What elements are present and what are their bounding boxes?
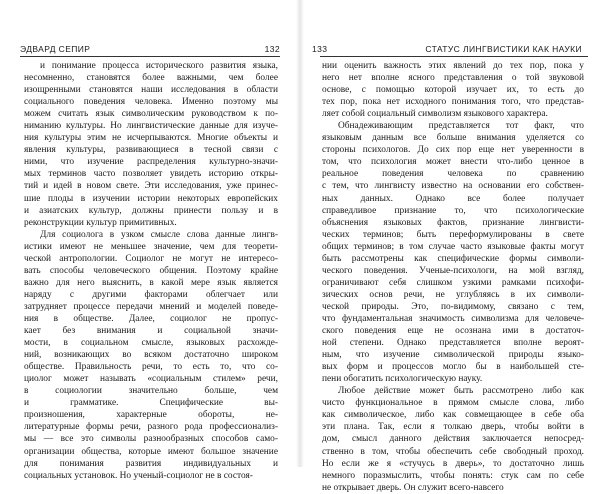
text-line: литературные формы речи, разного рода профессионализ- <box>24 422 278 433</box>
text-line: ственно в том, чтобы обеспечить себе свободный проход. <box>322 446 584 457</box>
text-line: общих терминов; в том случае часто языковые факты могут <box>322 241 584 252</box>
text-line: шие плоды в изучении истории некоторых европейских <box>24 193 278 204</box>
text-line: наряду с другими факторами облегчает или <box>24 289 278 300</box>
text-line: ниманию культуры. Но лингвистические данные для изуче- <box>24 121 278 132</box>
text-line: ным, что изучение символической природы языко- <box>322 350 584 361</box>
text-line: и понимание процесса исторического развития языка, <box>40 61 278 71</box>
text-line: социальных установок. Но ученый-социолог не в состоя- <box>24 470 253 481</box>
text-line: немного поразмыслить, чтобы понять: стук сам по себе <box>322 470 584 481</box>
text-line: ния в обществе. Далее, социолог не пропус- <box>24 313 278 324</box>
text-line: социального поведения человека. Именно поэтому мы <box>24 97 278 108</box>
left-page-body <box>24 60 278 482</box>
text-line: стороны психологов. До сих пор еще нет уверенности в <box>322 145 584 156</box>
text-line: Но если же я «стучусь в дверь», то достаточно лишь <box>322 458 584 469</box>
running-head-author: ЭДВАРД СЕПИР <box>20 44 91 54</box>
text-line: ского поведения еще не осознана ими в достаточ- <box>322 326 584 337</box>
text-line: дом, смысл данного действия заключается непосред- <box>322 434 584 445</box>
text-line: основе, с помощью которой изучает их, то есть до <box>322 85 584 96</box>
text-line: и грамматике. Специфические вы- <box>24 398 278 409</box>
text-line: мы — все это символы разнообразных способов само- <box>24 434 278 445</box>
text-line: ними, что изучение распределения культурно-значи- <box>24 157 278 168</box>
text-line: истики имеют не меньшее значение, чем для теорети- <box>24 241 278 252</box>
text-line: зических основ речи, не углубляясь в их символи- <box>322 289 584 300</box>
text-line: справедливое признание то, что психологические <box>322 205 584 216</box>
text-line: него нет вполне ясного представления о той звуковой <box>322 73 584 84</box>
text-line: объяснения языковых фактов, признание лингвисти- <box>322 217 584 228</box>
text-line: обществе. Правильность речи, то есть то, что со- <box>24 362 278 373</box>
text-line: ных данных. Однако все более получает <box>322 193 584 204</box>
text-line: изощренными становятся наши исследования в области <box>24 85 278 96</box>
text-line: пени обогатить психологическую науку. <box>322 374 483 385</box>
page-number-right: 133 <box>312 44 328 54</box>
left-page <box>0 0 300 481</box>
text-line: мости, в социальном смысле, языковых расхожде- <box>24 338 278 349</box>
text-line: ной степени. Однако представляется вполне вероят- <box>322 338 584 349</box>
text-line: ния культуры этим не исчерпываются. Многие объекты и <box>24 133 278 144</box>
text-line: ческого поведения. Ученые-психологи, на мой взгляд, <box>322 265 584 276</box>
text-line: Обнадеживающим представляется тот факт, что <box>338 121 584 132</box>
page-number-left: 132 <box>264 44 280 54</box>
text-line: быть рассмотрены как специфические формы символи- <box>322 253 584 264</box>
text-line: с тем, что лингвисту известно на основании его собствен- <box>322 181 584 192</box>
text-line: тий и идей в новом свете. Эти исследования, уже принес- <box>24 181 278 192</box>
text-line: ляет собой социальный символизм языкового характера. <box>322 109 548 120</box>
text-line: реконструкции культур примитивных. <box>24 217 177 228</box>
text-line: кает без внимания и социальной значи- <box>24 326 278 337</box>
text-line: ческих терминов; быть переформулированы в свете <box>322 229 584 240</box>
text-line: вых форм и процессов могло бы в наибольшей сте- <box>322 362 584 373</box>
text-line: явления культуры, развивающиеся в тесной связи с <box>24 145 278 156</box>
text-line: эти плана. Так, если я толкаю дверь, чтобы войти в <box>322 422 584 433</box>
header-rule-left <box>20 56 280 57</box>
text-line: ческой антропологии. Социолог не могут не интересо- <box>24 253 278 264</box>
text-line: циолог может называть «социальным стилем» речи, <box>24 374 278 385</box>
text-line: несомненно, становятся более важными, чем более <box>24 73 278 84</box>
text-line: произношения, характерные обороты, не- <box>24 410 278 421</box>
text-line: ческой природы. Это, по-видимому, связано с тем, <box>322 301 584 312</box>
text-line: что фундаментальная значимость символизма для человече- <box>322 313 584 324</box>
text-line: в социологии значительно больше, чем <box>24 386 278 397</box>
running-head-title: СТАТУС ЛИНГВИСТИКИ КАК НАУКИ <box>425 44 582 54</box>
text-line: том, что психология может внести что-либо ценное в <box>322 157 584 168</box>
text-line: и азиатских культур, должны принести пользу и в <box>24 205 278 216</box>
text-line: организации общества, которые имеют большое значение <box>24 446 278 457</box>
text-line: языковым данным все больше внимания уделяется со <box>322 133 584 144</box>
text-line: ограничивают себя слишком узкими рамками психофи- <box>322 277 584 288</box>
text-line: как символическое, либо как совмещающее в себе оба <box>322 410 584 421</box>
text-line: важно для него выяснить, в какой мере язык является <box>24 277 278 288</box>
text-line: можем считать язык символическим руководством к по- <box>24 109 278 120</box>
text-line: не открывает дверь. Он служит всего-навсего <box>322 482 504 493</box>
text-line: вать способы человеческого общения. Поэтому крайне <box>24 265 278 276</box>
text-line: затрудняет процессе передачи мнений и моделей поведе- <box>24 301 278 312</box>
text-line: Для социолога в узком смысле слова данные лингв- <box>40 229 278 240</box>
header-rule-right <box>320 56 588 57</box>
text-line: мых терминов часто позволяет увидеть историю откры- <box>24 169 278 180</box>
text-line: тех пор, пока нет исходного понимания того, что представ- <box>322 97 584 108</box>
right-page <box>300 0 600 493</box>
text-line: чисто функциональное в прямом смысле слова, либо <box>322 398 584 409</box>
text-line: Любое действие может быть рассмотрено либо как <box>338 386 584 397</box>
text-line: реальное поведения человека по сравнению <box>322 169 584 180</box>
right-page-body <box>322 60 584 494</box>
text-line: ний, возникающих во всяком достаточно широком <box>24 350 278 361</box>
text-line: для понимания развития индивидуальных и <box>24 458 278 469</box>
text-line: нии оценить важность этих явлений до тех пор, пока у <box>322 61 584 71</box>
